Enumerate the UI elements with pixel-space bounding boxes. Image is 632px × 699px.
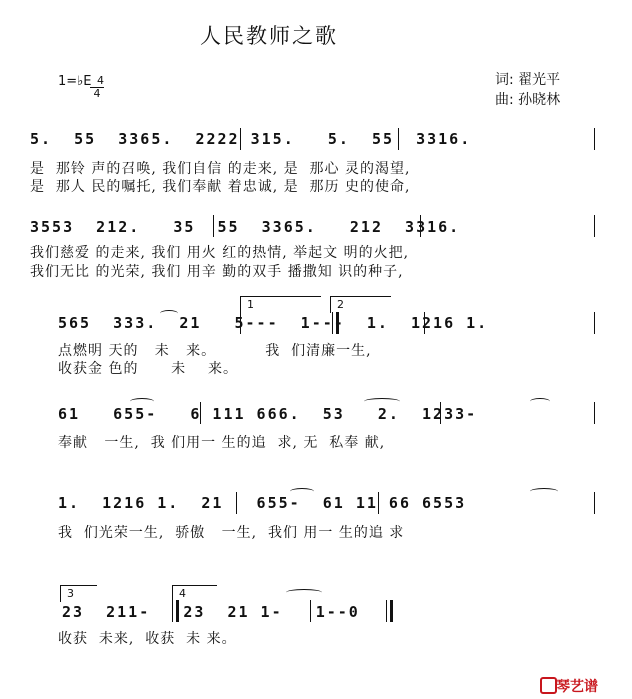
barline	[594, 402, 595, 424]
watermark-logo: 琴艺谱	[556, 679, 598, 695]
barline	[398, 128, 399, 150]
notes-line-2: 3553 212. 35 55 3365. 212 3316.	[30, 218, 461, 236]
barline	[310, 600, 311, 622]
repeat-end-barline	[332, 312, 339, 334]
lyricist-credit: 词: 翟光平	[495, 72, 561, 88]
notes-line-3: 565 333. 21 5--- 1--- 1. 1216 1.	[58, 314, 489, 332]
slur	[286, 589, 322, 596]
slur	[364, 398, 400, 405]
barline	[378, 492, 379, 514]
slur	[530, 398, 550, 405]
time-signature	[90, 66, 104, 99]
lyric-line-1a: 是 那铃 声的召唤, 我们自信 的走来, 是 那心 灵的渴望,	[30, 161, 411, 177]
barline	[240, 312, 241, 334]
time-bottom: 4	[93, 87, 101, 100]
volta-3: 3	[60, 585, 97, 602]
time-top: 4	[97, 74, 104, 87]
lyric-line-1b: 是 那人 民的嘱托, 我们奉献 着忠诚, 是 那历 史的使命,	[30, 179, 411, 195]
slur	[530, 488, 558, 495]
barline	[213, 215, 214, 237]
final-barline	[386, 600, 393, 622]
slur	[130, 398, 154, 405]
barline	[594, 492, 595, 514]
barline	[440, 402, 441, 424]
slur	[160, 310, 178, 317]
lyric-line-6: 收获 未来, 收获 未 来。	[58, 631, 237, 647]
barline	[240, 128, 241, 150]
lyric-line-4: 奉献 一生, 我 们用一 生的追 求, 无 私奉 献,	[58, 435, 386, 451]
lyric-line-2b: 我们无比 的光荣, 我们 用辛 勤的双手 播撒知 识的种子,	[30, 264, 404, 280]
barline	[200, 402, 201, 424]
repeat-end-barline	[172, 600, 179, 622]
key-signature: 1=♭E	[58, 74, 92, 89]
lyric-line-5: 我 们光荣一生, 骄傲 一生, 我们 用一 生的追 求	[58, 525, 405, 541]
barline	[594, 215, 595, 237]
volta-4: 4	[172, 585, 217, 602]
composer-credit: 曲: 孙晓林	[495, 92, 561, 108]
notes-line-6: 23 211- 23 21 1- 1--0	[62, 603, 360, 621]
barline	[236, 492, 237, 514]
volta-2: 2	[330, 296, 391, 313]
notes-line-1: 5. 55 3365. 2222 315. 5. 55 3316.	[30, 130, 472, 148]
lyric-line-3a: 点燃明 天的 未 来。 我 们清廉一生,	[58, 343, 372, 359]
lyric-line-3b: 收获金 色的 未 来。	[58, 361, 238, 377]
lyric-line-2a: 我们慈爱 的走来, 我们 用火 红的热情, 举起文 明的火把,	[30, 245, 410, 261]
volta-1: 1	[240, 296, 321, 313]
song-title: 人民教师之歌	[200, 24, 338, 48]
notes-line-4: 61 655- 6 111 666. 53 2. 1233-	[58, 405, 478, 423]
notes-line-5: 1. 1216 1. 21 655- 61 11 66 6553	[58, 494, 467, 512]
barline	[594, 128, 595, 150]
logo-icon	[540, 677, 557, 694]
barline	[424, 312, 425, 334]
slur	[290, 488, 314, 495]
barline	[594, 312, 595, 334]
barline	[420, 215, 421, 237]
